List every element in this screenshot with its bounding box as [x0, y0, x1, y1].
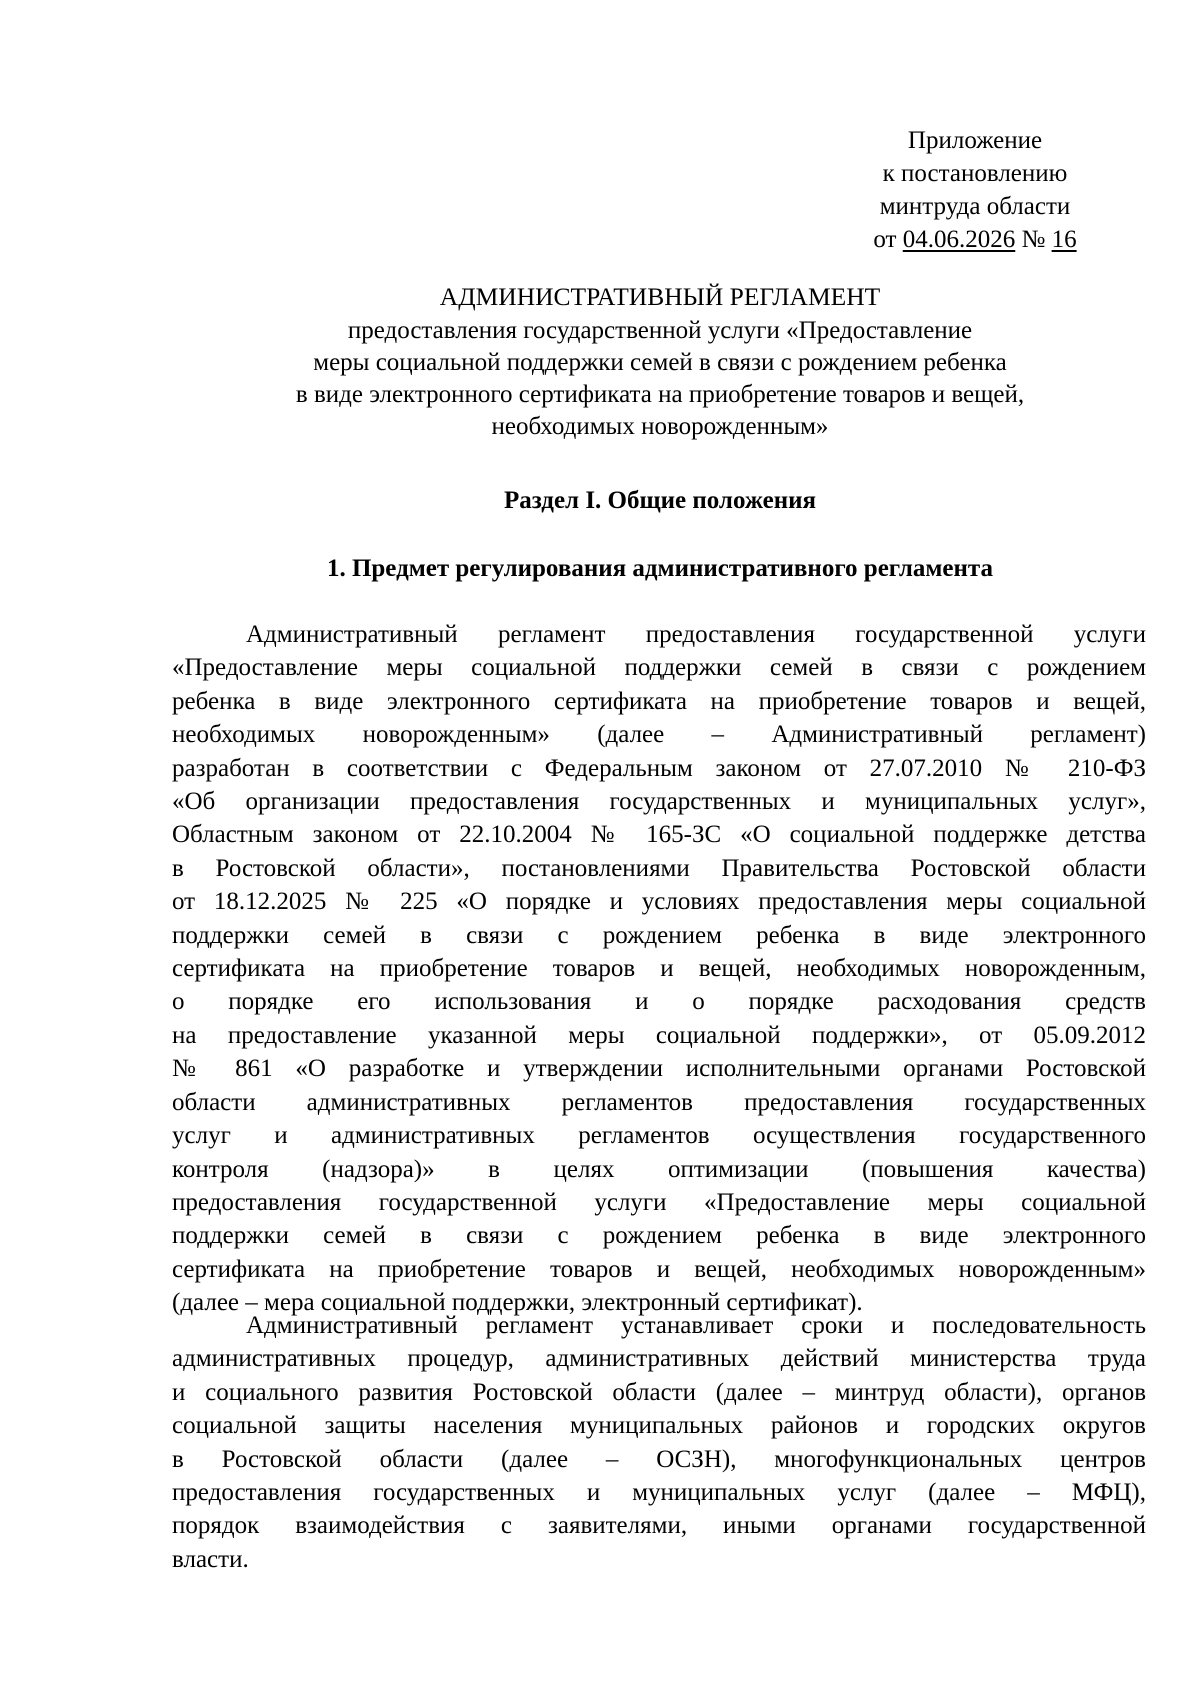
- text-line: власти.: [172, 1545, 249, 1573]
- text-line: от 18.12.2025 № 225 «О порядке и условиях предоставления меры социальной: [172, 888, 1146, 916]
- text-line: поддержки семей в связи с рождением ребенка в виде электронного: [172, 921, 1146, 949]
- title-line: меры социальной поддержки семей в связи с рождением ребенка: [313, 349, 1007, 376]
- appendix-line: к постановлению: [882, 160, 1068, 187]
- text-line: (далее – мера социальной поддержки, электронный сертификат).: [172, 1289, 863, 1317]
- title-line: предоставления государственной услуги «Предоставление: [347, 317, 973, 344]
- text-line: сертификата на приобретение товаров и вещей, необходимых новорожденным»: [172, 1255, 1146, 1283]
- resolution-date: 04.06.2026: [902, 226, 1016, 253]
- text-line: в Ростовской области (далее – ОСЗН), многофункциональных центров: [172, 1445, 1146, 1473]
- title-main: АДМИНИСТРАТИВНЫЙ РЕГЛАМЕНТ: [439, 282, 881, 311]
- number-prefix: №: [1015, 226, 1052, 253]
- text-line: «Предоставление меры социальной поддержки семей в связи с рождением: [172, 654, 1146, 682]
- subsection-heading: 1. Предмет регулирования административного регламента: [326, 555, 994, 582]
- text-line: сертификата на приобретение товаров и вещей, необходимых новорожденным,: [172, 955, 1146, 983]
- appendix-line: минтруда области: [879, 193, 1071, 220]
- text-line: социальной защиты населения муниципальных районов и городских округов: [172, 1412, 1146, 1440]
- title-line: в виде электронного сертификата на приобретение товаров и вещей,: [295, 381, 1025, 408]
- document-title: [120, 280, 1200, 443]
- title-line: необходимых новорожденным»: [491, 413, 829, 440]
- text-line: «Об организации предоставления государственных и муниципальных услуг»,: [172, 788, 1146, 816]
- text-line: № 861 «О разработке и утверждении исполнительными органами Ростовской: [172, 1055, 1146, 1083]
- text-line: порядок взаимодействия с заявителями, иными органами государственной: [172, 1512, 1146, 1540]
- text-line: о порядке его использования и о порядке расходования средств: [172, 988, 1146, 1016]
- appendix-date-line: [860, 223, 1090, 256]
- text-line: Областным законом от 22.10.2004 № 165-ЗС «О социальной поддержке детства: [172, 821, 1146, 849]
- appendix-line: Приложение: [907, 127, 1043, 154]
- text-line: ребенка в виде электронного сертификата на приобретение товаров и вещей,: [172, 687, 1146, 715]
- text-line: Административный регламент предоставления государственной услуги: [246, 621, 1146, 648]
- text-line: на предоставление указанной меры социальной поддержки», от 05.09.2012: [172, 1021, 1146, 1049]
- text-line: разработан в соответствии с Федеральным законом от 27.07.2010 № 210-ФЗ: [172, 754, 1146, 782]
- paragraph-1: [172, 618, 1146, 1320]
- text-line: области административных регламентов предоставления государственных: [172, 1088, 1146, 1116]
- text-line: Административный регламент устанавливает сроки и последовательность: [246, 1312, 1146, 1339]
- text-line: поддержки семей в связи с рождением ребенка в виде электронного: [172, 1222, 1146, 1250]
- text-line: предоставления государственной услуги «Предоставление меры социальной: [172, 1188, 1146, 1216]
- section-heading: Раздел I. Общие положения: [503, 487, 817, 514]
- text-line: контроля (надзора)» в целях оптимизации (повышения качества): [172, 1155, 1146, 1183]
- text-line: административных процедур, административных действий министерства труда: [172, 1345, 1146, 1373]
- text-line: и социального развития Ростовской области (далее – минтруд области), органов: [172, 1378, 1146, 1406]
- appendix-block: [860, 124, 1090, 256]
- paragraph-2: [172, 1309, 1146, 1576]
- date-prefix: от: [873, 226, 903, 253]
- resolution-number: 16: [1051, 226, 1077, 253]
- text-line: услуг и административных регламентов осуществления государственного: [172, 1122, 1146, 1150]
- text-line: в Ростовской области», постановлениями Правительства Ростовской области: [172, 854, 1146, 882]
- text-line: необходимых новорожденным» (далее – Административный регламент): [172, 721, 1146, 749]
- text-line: предоставления государственных и муниципальных услуг (далее – МФЦ),: [172, 1479, 1146, 1507]
